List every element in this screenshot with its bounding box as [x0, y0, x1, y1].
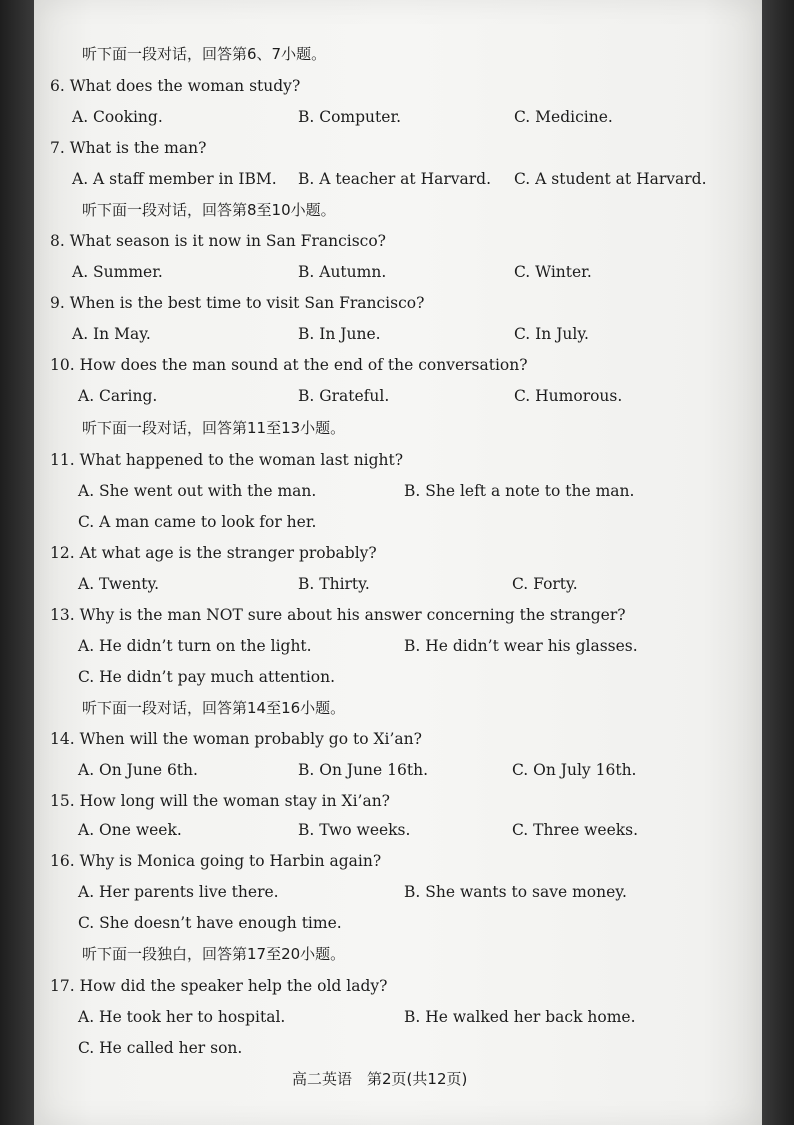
- option-b[interactable]: B. He walked her back home.: [404, 1008, 636, 1026]
- question-stem: 9. When is the best time to visit San Francisco?: [50, 294, 425, 312]
- option-c[interactable]: C. Three weeks.: [512, 821, 639, 839]
- question-options: [0, 880, 794, 904]
- question-options: [0, 758, 794, 782]
- question-stem: 13. Why is the man NOT sure about his answer concerning the stranger?: [50, 606, 626, 624]
- question-options: [0, 510, 794, 534]
- option-c[interactable]: C. Medicine.: [514, 108, 613, 126]
- option-a[interactable]: A. She went out with the man.: [78, 482, 317, 500]
- option-c[interactable]: C. She doesn’t have enough time.: [78, 914, 342, 932]
- option-c[interactable]: C. He didn’t pay much attention.: [78, 668, 336, 686]
- section-heading: 听下面一段对话，回答第14至16小题。: [82, 699, 346, 717]
- question-options: [0, 167, 794, 191]
- option-a[interactable]: A. Cooking.: [72, 108, 163, 126]
- option-b[interactable]: B. Thirty.: [298, 575, 370, 593]
- option-a[interactable]: A. Twenty.: [78, 575, 160, 593]
- option-c[interactable]: C. On July 16th.: [512, 761, 637, 779]
- option-b[interactable]: B. She wants to save money.: [404, 883, 627, 901]
- question-stem: 17. How did the speaker help the old lady?: [50, 977, 388, 995]
- option-a[interactable]: A. He took her to hospital.: [78, 1008, 286, 1026]
- question-stem: 8. What season is it now in San Francisco?: [50, 232, 386, 250]
- option-a[interactable]: A. On June 6th.: [78, 761, 198, 779]
- question-options: [0, 322, 794, 346]
- option-c[interactable]: C. In July.: [514, 325, 589, 343]
- question-stem: 10. How does the man sound at the end of the conversation?: [50, 356, 528, 374]
- option-b[interactable]: B. On June 16th.: [298, 761, 429, 779]
- option-c[interactable]: C. Forty.: [512, 575, 578, 593]
- question-options: [0, 105, 794, 129]
- question-options: [0, 634, 794, 658]
- question-stem: 12. At what age is the stranger probably?: [50, 544, 377, 562]
- question-options: [0, 1036, 794, 1060]
- section-heading: 听下面一段对话，回答第11至13小题。: [82, 419, 346, 437]
- option-c[interactable]: C. He called her son.: [78, 1039, 243, 1057]
- option-c[interactable]: C. Humorous.: [514, 387, 623, 405]
- question-stem: 7. What is the man?: [50, 139, 207, 157]
- section-heading: 听下面一段对话，回答第8至10小题。: [82, 201, 336, 219]
- option-a[interactable]: A. He didn’t turn on the light.: [78, 637, 312, 655]
- option-a[interactable]: A. A staff member in IBM.: [72, 170, 277, 188]
- question-options: [0, 1005, 794, 1029]
- option-b[interactable]: B. She left a note to the man.: [404, 482, 635, 500]
- option-a[interactable]: A. In May.: [72, 325, 151, 343]
- option-b[interactable]: B. A teacher at Harvard.: [298, 170, 492, 188]
- option-b[interactable]: B. Computer.: [298, 108, 402, 126]
- question-options: [0, 479, 794, 503]
- option-a[interactable]: A. Caring.: [78, 387, 158, 405]
- question-options: [0, 572, 794, 596]
- option-b[interactable]: B. Grateful.: [298, 387, 390, 405]
- option-c[interactable]: C. Winter.: [514, 263, 592, 281]
- section-heading: 听下面一段对话，回答第6、7小题。: [82, 45, 327, 63]
- option-b[interactable]: B. He didn’t wear his glasses.: [404, 637, 638, 655]
- option-a[interactable]: A. One week.: [78, 821, 182, 839]
- option-b[interactable]: B. In June.: [298, 325, 381, 343]
- section-heading: 听下面一段独白，回答第17至20小题。: [82, 945, 346, 963]
- question-options: [0, 665, 794, 689]
- option-a[interactable]: A. Summer.: [72, 263, 163, 281]
- option-c[interactable]: C. A man came to look for her.: [78, 513, 317, 531]
- question-stem: 6. What does the woman study?: [50, 77, 301, 95]
- question-options: [0, 260, 794, 284]
- page-footer: 高二英语 第2页(共12页): [292, 1070, 468, 1088]
- question-stem: 11. What happened to the woman last night?: [50, 451, 404, 469]
- option-b[interactable]: B. Two weeks.: [298, 821, 411, 839]
- option-c[interactable]: C. A student at Harvard.: [514, 170, 707, 188]
- question-stem: 14. When will the woman probably go to Xi’an?: [50, 730, 422, 748]
- question-stem: 15. How long will the woman stay in Xi’an?: [50, 792, 390, 810]
- question-options: [0, 911, 794, 935]
- option-a[interactable]: A. Her parents live there.: [78, 883, 279, 901]
- question-options: [0, 384, 794, 408]
- option-b[interactable]: B. Autumn.: [298, 263, 387, 281]
- question-stem: 16. Why is Monica going to Harbin again?: [50, 852, 382, 870]
- question-options: [0, 818, 794, 842]
